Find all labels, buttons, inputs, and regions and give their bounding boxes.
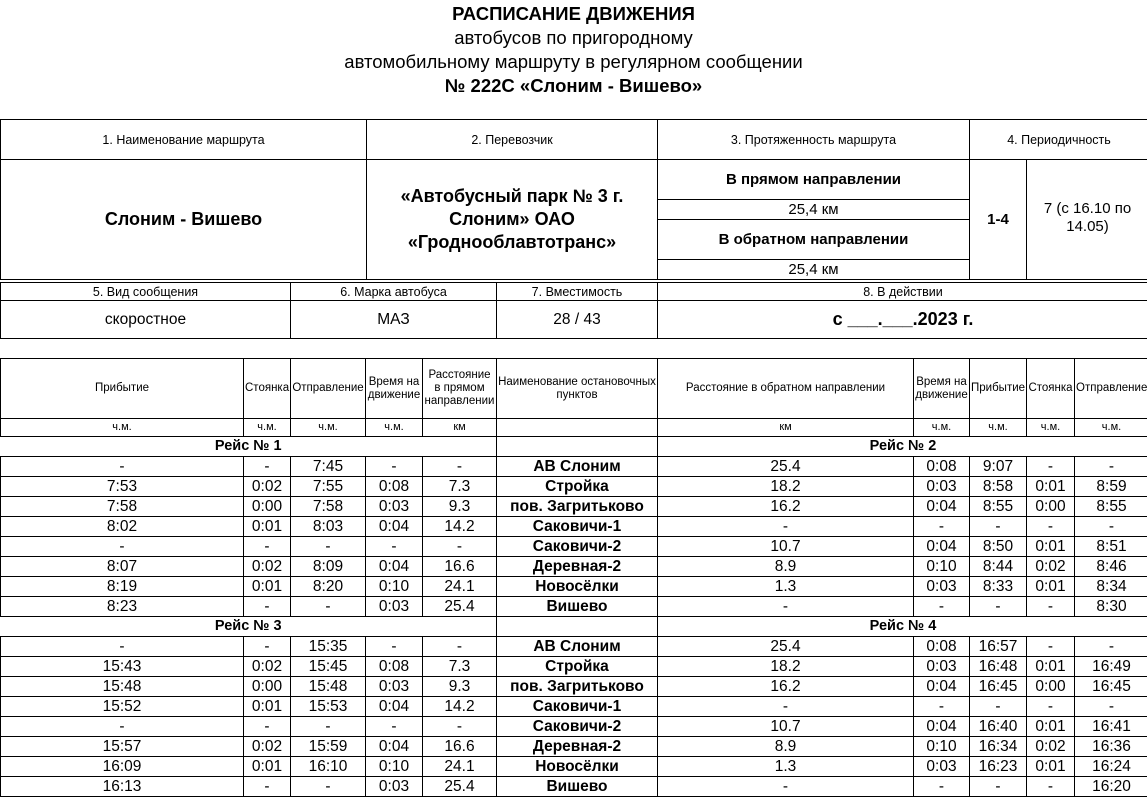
schedule-cell: 16:20	[1075, 777, 1147, 797]
schedule-cell: -	[914, 777, 970, 797]
schedule-cell: 8:07	[1, 557, 244, 577]
schedule-cell: 16:45	[970, 677, 1027, 697]
schedule-cell: 8.9	[658, 557, 914, 577]
schedule-cell: 0:04	[366, 517, 423, 537]
schedule-cell: -	[291, 597, 366, 617]
units-row	[1, 419, 1147, 437]
schedule-cell: -	[244, 457, 291, 477]
stop-name-cell: Саковичи-2	[497, 537, 658, 557]
arrival-header: Прибытие	[1, 359, 244, 419]
route-info-table	[0, 119, 1147, 280]
schedule-cell: 24.1	[423, 577, 497, 597]
schedule-cell: 25.4	[658, 457, 914, 477]
schedule-cell: 8:59	[1075, 477, 1147, 497]
schedule-cell: 16:57	[970, 637, 1027, 657]
schedule-row	[1, 537, 1147, 557]
stop-name-cell: Стройка	[497, 657, 658, 677]
schedule-cell: 8:09	[291, 557, 366, 577]
schedule-cell: 0:01	[1027, 577, 1075, 597]
schedule-row	[1, 677, 1147, 697]
stop-name-cell: Новосёлки	[497, 577, 658, 597]
schedule-cell: 16:34	[970, 737, 1027, 757]
stop-name-cell: Деревная-2	[497, 737, 658, 757]
stop-name-header: Наименование остановочных пунктов	[497, 359, 658, 419]
schedule-cell: 0:08	[914, 637, 970, 657]
schedule-cell: 15:52	[1, 697, 244, 717]
schedule-cell: 0:03	[366, 497, 423, 517]
schedule-cell: -	[1, 537, 244, 557]
schedule-cell: 0:00	[244, 677, 291, 697]
schedule-cell: 15:43	[1, 657, 244, 677]
schedule-cell: 25.4	[658, 637, 914, 657]
valid-from: с ___.___.2023 г.	[658, 301, 1147, 339]
stop-name-cell: АВ Слоним	[497, 457, 658, 477]
schedule-cell: 8:30	[1075, 597, 1147, 617]
stop-name-cell: АВ Слоним	[497, 637, 658, 657]
stop-header-2: Стоянка	[1027, 359, 1075, 419]
schedule-cell: 16:13	[1, 777, 244, 797]
carrier-name: «Автобусный парк № 3 г. Слоним» ОАО «Гроднооблавтотранс»	[367, 160, 658, 280]
schedule-cell: 16:41	[1075, 717, 1147, 737]
schedule-cell: 0:00	[244, 497, 291, 517]
unit-cell	[497, 419, 658, 437]
schedule-cell: 16.6	[423, 737, 497, 757]
capacity-header: 7. Вместимость	[497, 283, 658, 301]
schedule-cell: -	[423, 537, 497, 557]
schedule-cell: 0:01	[244, 577, 291, 597]
schedule-cell: 16.6	[423, 557, 497, 577]
stop-name-cell: Вишево	[497, 777, 658, 797]
schedule-cell: 25.4	[423, 777, 497, 797]
schedule-cell: 15:53	[291, 697, 366, 717]
service-info-table	[0, 282, 1147, 339]
schedule-cell: 0:04	[366, 557, 423, 577]
travel-time-header: Время на движение	[366, 359, 423, 419]
schedule-cell: -	[970, 517, 1027, 537]
departure-header-2: Отправление	[1075, 359, 1147, 419]
schedule-cell: 16.2	[658, 497, 914, 517]
periodicity-header: 4. Периодичность	[970, 120, 1147, 160]
schedule-cell: 16:23	[970, 757, 1027, 777]
schedule-cell: 0:01	[1027, 537, 1075, 557]
schedule-row	[1, 737, 1147, 757]
schedule-cell: -	[423, 637, 497, 657]
length-header: 3. Протяженность маршрута	[658, 120, 970, 160]
schedule-cell: 16:48	[970, 657, 1027, 677]
trip-label-left: Рейс № 1	[1, 437, 497, 457]
schedule-cell: -	[366, 637, 423, 657]
departure-header: Отправление	[291, 359, 366, 419]
schedule-row	[1, 717, 1147, 737]
unit-cell: км	[423, 419, 497, 437]
schedule-cell: -	[970, 597, 1027, 617]
stop-name-cell: пов. Загритьково	[497, 497, 658, 517]
schedule-cell: 8:55	[1075, 497, 1147, 517]
schedule-cell: 0:01	[244, 697, 291, 717]
schedule-cell: -	[970, 697, 1027, 717]
unit-cell: ч.м.	[970, 419, 1027, 437]
schedule-cell: 8:55	[970, 497, 1027, 517]
carrier-header: 2. Перевозчик	[367, 120, 658, 160]
schedule-cell: 25.4	[423, 597, 497, 617]
schedule-cell: 0:00	[1027, 677, 1075, 697]
bus-brand: МАЗ	[291, 301, 497, 339]
schedule-cell: 15:35	[291, 637, 366, 657]
schedule-cell: 16:24	[1075, 757, 1147, 777]
schedule-cell: 15:45	[291, 657, 366, 677]
schedule-cell: -	[366, 717, 423, 737]
schedule-cell: 16.2	[658, 677, 914, 697]
schedule-cell: -	[1075, 517, 1147, 537]
schedule-cell: -	[1027, 517, 1075, 537]
title: РАСПИСАНИЕ ДВИЖЕНИЯ	[452, 3, 695, 24]
schedule-cell: 7:58	[1, 497, 244, 517]
schedule-row	[1, 577, 1147, 597]
schedule-row	[1, 457, 1147, 477]
schedule-cell: 0:02	[244, 477, 291, 497]
schedule-cell: 15:59	[291, 737, 366, 757]
schedule-cell: 0:10	[366, 757, 423, 777]
schedule-cell: -	[914, 697, 970, 717]
schedule-header-row	[1, 359, 1147, 419]
schedule-cell: 16:40	[970, 717, 1027, 737]
schedule-cell: -	[291, 537, 366, 557]
schedule-cell: -	[244, 717, 291, 737]
schedule-cell: -	[1075, 637, 1147, 657]
capacity: 28 / 43	[497, 301, 658, 339]
schedule-cell: 0:03	[914, 577, 970, 597]
schedule-cell: 18.2	[658, 657, 914, 677]
route-name-header: 1. Наименование маршрута	[1, 120, 367, 160]
schedule-cell: 14.2	[423, 517, 497, 537]
schedule-cell: 24.1	[423, 757, 497, 777]
schedule-cell: 0:08	[366, 657, 423, 677]
stop-name-cell: Стройка	[497, 477, 658, 497]
bus-brand-header: 6. Марка автобуса	[291, 283, 497, 301]
unit-cell: ч.м.	[914, 419, 970, 437]
schedule-cell: 16:09	[1, 757, 244, 777]
schedule-cell: -	[291, 777, 366, 797]
schedule-cell: -	[244, 637, 291, 657]
schedule-cell: 0:03	[366, 777, 423, 797]
schedule-cell: 16:10	[291, 757, 366, 777]
schedule-cell: 0:10	[914, 737, 970, 757]
schedule-cell: 8:51	[1075, 537, 1147, 557]
forward-distance-header: Расстояние в прямом направлении	[423, 359, 497, 419]
schedule-cell: 0:01	[1027, 717, 1075, 737]
schedule-cell: 0:02	[244, 557, 291, 577]
unit-cell: ч.м.	[1, 419, 244, 437]
schedule-cell: 8:03	[291, 517, 366, 537]
travel-time-header-2: Время на движение	[914, 359, 970, 419]
schedule-cell: 0:04	[366, 697, 423, 717]
schedule-cell: -	[1075, 457, 1147, 477]
schedule-cell: 8:20	[291, 577, 366, 597]
unit-cell: ч.м.	[291, 419, 366, 437]
schedule-cell: 0:03	[366, 677, 423, 697]
service-type-header: 5. Вид сообщения	[1, 283, 291, 301]
stop-name-cell: пов. Загритьково	[497, 677, 658, 697]
schedule-row	[1, 657, 1147, 677]
schedule-cell: 7.3	[423, 657, 497, 677]
stop-name-cell: Саковичи-1	[497, 697, 658, 717]
schedule-cell: -	[658, 597, 914, 617]
schedule-cell: -	[658, 697, 914, 717]
trip-spacer	[497, 617, 658, 637]
schedule-cell: 7:58	[291, 497, 366, 517]
schedule-cell: 10.7	[658, 717, 914, 737]
schedule-cell: 0:02	[244, 737, 291, 757]
unit-cell: ч.м.	[1075, 419, 1147, 437]
schedule-cell: 8:02	[1, 517, 244, 537]
schedule-cell: -	[1027, 697, 1075, 717]
schedule-cell: 8:58	[970, 477, 1027, 497]
schedule-cell: 0:01	[1027, 757, 1075, 777]
schedule-cell: -	[1027, 777, 1075, 797]
schedule-cell: 0:02	[1027, 557, 1075, 577]
schedule-cell: -	[244, 777, 291, 797]
arrival-header-2: Прибытие	[970, 359, 1027, 419]
stop-name-cell: Деревная-2	[497, 557, 658, 577]
schedule-cell: 7.3	[423, 477, 497, 497]
stop-name-cell: Вишево	[497, 597, 658, 617]
schedule-cell: -	[1, 637, 244, 657]
schedule-cell: 8.9	[658, 737, 914, 757]
periodicity-value: 7 (с 16.10 по 14.05)	[1027, 160, 1147, 280]
schedule-cell: 0:08	[914, 457, 970, 477]
schedule-cell: 0:04	[366, 737, 423, 757]
schedule-row	[1, 517, 1147, 537]
schedule-cell: 0:03	[914, 657, 970, 677]
schedule-cell: 0:02	[244, 657, 291, 677]
schedule-cell: 16:36	[1075, 737, 1147, 757]
schedule-cell: 15:57	[1, 737, 244, 757]
backward-direction-label: В обратном направлении	[658, 220, 970, 260]
schedule-cell: 0:04	[914, 677, 970, 697]
schedule-cell: 15:48	[1, 677, 244, 697]
schedule-cell: -	[423, 717, 497, 737]
schedule-cell: -	[1027, 597, 1075, 617]
schedule-cell: 9.3	[423, 497, 497, 517]
stop-name-cell: Саковичи-2	[497, 717, 658, 737]
subtitle-1: автобусов по пригородному	[454, 27, 693, 48]
schedule-cell: 1.3	[658, 577, 914, 597]
schedule-row	[1, 477, 1147, 497]
schedule-cell: 0:04	[914, 717, 970, 737]
operating-days: 1-4	[970, 160, 1027, 280]
schedule-cell: -	[1, 717, 244, 737]
unit-cell: ч.м.	[366, 419, 423, 437]
route-number: № 222С «Слоним - Вишево»	[444, 75, 703, 96]
unit-cell: ч.м.	[244, 419, 291, 437]
schedule-cell: -	[291, 717, 366, 737]
schedule-cell: 7:55	[291, 477, 366, 497]
schedule-cell: -	[1027, 457, 1075, 477]
schedule-cell: -	[366, 457, 423, 477]
schedule-cell: -	[914, 517, 970, 537]
trip-label-left: Рейс № 3	[1, 617, 497, 637]
schedule-cell: 0:10	[914, 557, 970, 577]
schedule-cell: 0:03	[366, 597, 423, 617]
schedule-row	[1, 757, 1147, 777]
schedule-row	[1, 557, 1147, 577]
schedule-cell: 8:19	[1, 577, 244, 597]
schedule-cell: 1.3	[658, 757, 914, 777]
valid-from-header: 8. В действии	[658, 283, 1147, 301]
schedule-cell: 8:44	[970, 557, 1027, 577]
route-name: Слоним - Вишево	[1, 160, 367, 280]
schedule-cell: -	[1, 457, 244, 477]
forward-length: 25,4 км	[658, 200, 970, 220]
trip-label-right: Рейс № 4	[658, 617, 1147, 637]
schedule-row	[1, 697, 1147, 717]
schedule-cell: -	[244, 597, 291, 617]
forward-direction-label: В прямом направлении	[658, 160, 970, 200]
trip-label-right: Рейс № 2	[658, 437, 1147, 457]
schedule-table	[0, 358, 1147, 797]
schedule-cell: 9:07	[970, 457, 1027, 477]
schedule-cell: 8:50	[970, 537, 1027, 557]
unit-cell: км	[658, 419, 914, 437]
schedule-cell: 0:01	[244, 517, 291, 537]
schedule-cell: 0:01	[1027, 657, 1075, 677]
schedule-cell: -	[1075, 697, 1147, 717]
schedule-row	[1, 637, 1147, 657]
schedule-cell: 18.2	[658, 477, 914, 497]
backward-distance-header: Расстояние в обратном направлении	[658, 359, 914, 419]
schedule-cell: 15:48	[291, 677, 366, 697]
schedule-cell: 0:03	[914, 757, 970, 777]
subtitle-2: автомобильному маршруту в регулярном сообщении	[344, 51, 803, 72]
schedule-cell: 9.3	[423, 677, 497, 697]
schedule-cell: 14.2	[423, 697, 497, 717]
schedule-cell: 10.7	[658, 537, 914, 557]
schedule-row	[1, 497, 1147, 517]
schedule-cell: -	[914, 597, 970, 617]
schedule-cell: -	[658, 517, 914, 537]
schedule-cell: 8:34	[1075, 577, 1147, 597]
trip-header-row	[1, 437, 1147, 457]
schedule-cell: 0:04	[914, 537, 970, 557]
schedule-cell: 8:33	[970, 577, 1027, 597]
unit-cell: ч.м.	[1027, 419, 1075, 437]
document-header	[0, 0, 1147, 98]
schedule-cell: -	[244, 537, 291, 557]
trip-spacer	[497, 437, 658, 457]
trip-header-row	[1, 617, 1147, 637]
stop-header: Стоянка	[244, 359, 291, 419]
schedule-cell: 0:04	[914, 497, 970, 517]
schedule-cell: 0:01	[244, 757, 291, 777]
schedule-cell: 0:03	[914, 477, 970, 497]
schedule-row	[1, 777, 1147, 797]
schedule-cell: 16:49	[1075, 657, 1147, 677]
stop-name-cell: Новосёлки	[497, 757, 658, 777]
schedule-cell: 16:45	[1075, 677, 1147, 697]
schedule-cell: 0:01	[1027, 477, 1075, 497]
schedule-cell: 8:46	[1075, 557, 1147, 577]
schedule-cell: -	[423, 457, 497, 477]
schedule-cell: 0:08	[366, 477, 423, 497]
schedule-cell: -	[658, 777, 914, 797]
schedule-cell: 7:53	[1, 477, 244, 497]
schedule-cell: -	[1027, 637, 1075, 657]
backward-length: 25,4 км	[658, 260, 970, 280]
schedule-cell: 0:02	[1027, 737, 1075, 757]
schedule-cell: 8:23	[1, 597, 244, 617]
schedule-cell: 7:45	[291, 457, 366, 477]
schedule-cell: -	[366, 537, 423, 557]
stop-name-cell: Саковичи-1	[497, 517, 658, 537]
service-type: скоростное	[1, 301, 291, 339]
schedule-cell: 0:10	[366, 577, 423, 597]
schedule-row	[1, 597, 1147, 617]
schedule-cell: -	[970, 777, 1027, 797]
schedule-cell: 0:00	[1027, 497, 1075, 517]
